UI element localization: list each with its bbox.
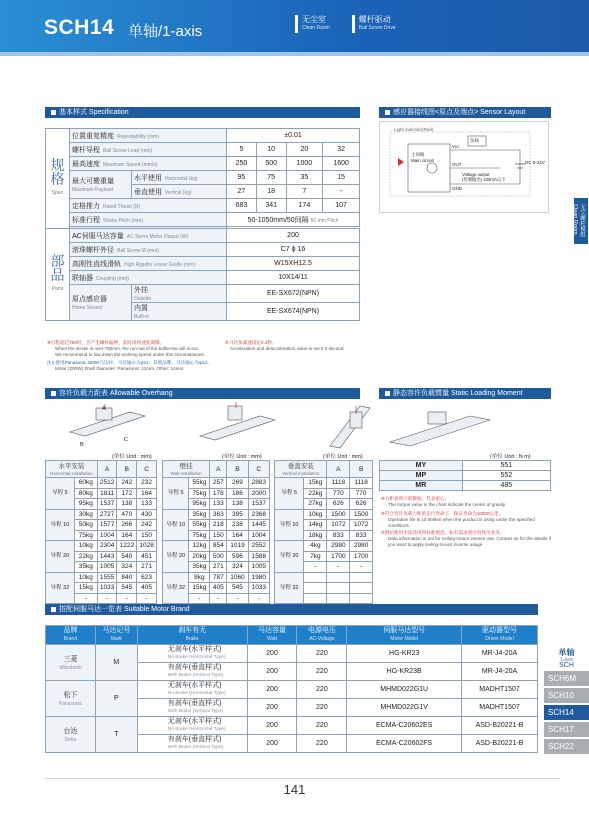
driver-model-cell: MADHT1507 — [462, 699, 538, 717]
load-value: 1004 — [248, 530, 269, 541]
side-nav-item-sch22[interactable]: SCH22 — [544, 739, 589, 754]
motor-model-cell: HG-KR23B — [347, 663, 462, 681]
load-weight: 20kg — [189, 551, 210, 562]
side-nav-item-sch6m[interactable]: SCH6M — [544, 671, 589, 686]
load-value: 324 — [227, 562, 248, 573]
load-value — [350, 572, 373, 583]
brand-cell: 台达 Delta — [46, 717, 96, 753]
motor-col-header: 电源电压 AC-Voltage — [297, 626, 347, 645]
load-value: 2883 — [248, 478, 269, 489]
load-value: 395 — [227, 509, 248, 520]
voltage-cell: 220 — [297, 663, 347, 681]
lead-label: 导程 5 — [46, 478, 75, 510]
load-value: 2368 — [248, 509, 269, 520]
load-value: 770 — [327, 488, 350, 499]
table-row — [275, 509, 373, 520]
load-value: 1118 — [327, 478, 350, 489]
note-accel: ※马达加减速设定0.2秒。 — [225, 340, 277, 345]
unit-label-2: (单位 Unit : mm) — [222, 454, 262, 460]
load-value: 178 — [210, 488, 227, 499]
table-row — [46, 681, 538, 699]
table-row — [46, 717, 538, 735]
load-value: - — [97, 593, 117, 604]
mark-cell: M — [95, 645, 137, 681]
note-accel-en: Acceleration and deacceleration value is set 0.2 second. — [230, 346, 345, 351]
motor-model-cell: ECMA-C20602FS — [347, 735, 462, 753]
table-row — [163, 541, 270, 552]
load-weight: 80kg — [74, 488, 97, 499]
sensor-gnd-label: GND — [452, 186, 462, 191]
load-value: - — [137, 593, 157, 604]
load-value: 133 — [137, 499, 157, 510]
load-value: 854 — [210, 541, 227, 552]
side-nav — [544, 649, 589, 754]
lead-label: 导程 32 — [46, 572, 75, 604]
load-value: 451 — [137, 551, 157, 562]
note-static-1en: The torque value in the chart indicate the center of gravity. — [388, 502, 507, 507]
load-value: 1700 — [350, 551, 373, 562]
load-weight: 75kg — [189, 530, 210, 541]
load-weight: 55kg — [189, 478, 210, 489]
load-weight: 27kg — [304, 499, 327, 510]
load-weight: 10kg — [74, 541, 97, 552]
note-static-3: ※倒吊使用无法适用所标准规范，如有需求请洽询我司业务。 — [381, 530, 505, 535]
brand-cell: 松下 Panasonic — [46, 681, 96, 717]
load-value: 1537 — [248, 499, 269, 510]
motor-table — [45, 625, 538, 753]
load-value: 1700 — [327, 551, 350, 562]
motor-model-cell: HG-KR23 — [347, 645, 462, 663]
spec-table: 规格 Spec 位置重复精度 Repeatability (mm) ±0.01 螺杆导程 Ball Screw Lead (mm) 5 10 20 32 最高速度 Maximum Speed (mm/s) 250 500 1000 1600 最大可搬重量 Maximum Payload 水平使用 Horizontal (kg) 95 75 35 15 垂直使用 Vertical (kg) 27 18 7 - 定格推力 Rated Thrust (N) 683 341 174 107 标准行程 Stroke Pitch (mm) 50-1050mm/50间隔 50 mm Pitch 部品 Parts AC伺服马达容量 AC Servo Motor Output (W) 200 滚珠螺杆外径 Ball Screw Ø (mm) C7 ϕ 16 高刚性直线滑轨 High Rigidity Linear Guide (mm) W15XH12.5 联轴器 Coupling (mm) 10X14/11 原点感应器 Home Sensor 外挂 Outside EE-SX672(NPN) 内置 Built-in EE-SX674(NPN) — [45, 128, 360, 321]
load-value: - — [327, 562, 350, 573]
lead-label: 导程 20 — [163, 541, 189, 573]
diag-b-label: B — [80, 442, 84, 448]
unit-label-3: (单位 Unit : mm) — [323, 454, 363, 460]
mark-cell: T — [95, 717, 137, 753]
load-weight: 7kg — [304, 551, 327, 562]
load-weight: - — [74, 593, 97, 604]
lead-label: 导程 20 — [46, 541, 75, 573]
load-weight: 22kg — [74, 551, 97, 562]
motor-col-header: 品牌 Brand — [46, 626, 96, 645]
load-value: 1072 — [350, 520, 373, 531]
load-value: 150 — [210, 530, 227, 541]
load-value: 150 — [137, 530, 157, 541]
lead-label: 导程 5 — [163, 478, 189, 510]
driver-model-cell: ASD-B20221-B — [462, 735, 538, 753]
lead-label: 导程 10 — [163, 509, 189, 541]
side-series-label: 无尘螺杆模组 Clean Room Series — [574, 198, 588, 244]
load-value: 1500 — [327, 509, 350, 520]
load-value: 540 — [117, 551, 137, 562]
table-row — [46, 478, 157, 489]
load-value: - — [227, 593, 248, 604]
load-weight — [304, 583, 327, 594]
load-value — [350, 583, 373, 594]
load-value: 1537 — [97, 499, 117, 510]
load-weight: 8kg — [189, 572, 210, 583]
load-value — [327, 583, 350, 594]
diag-a-label: A — [102, 406, 106, 412]
side-nav-item-sch17[interactable]: SCH17 — [544, 722, 589, 737]
load-value: 1500 — [350, 509, 373, 520]
table-row — [275, 541, 373, 552]
bottom-rule — [45, 778, 560, 779]
brake-cell: 有刹车(垂直样式) With Brake (Vertical Type) — [137, 735, 247, 753]
load-value: 2727 — [97, 509, 117, 520]
model-title: SCH14 — [44, 16, 115, 39]
load-value: 1555 — [97, 572, 117, 583]
unit-label-static: (单位 Unit : N m) — [490, 454, 531, 460]
note-stroke: ※行程超过750时，会产生螺杆偏摆，此时请将速度调降。 — [47, 340, 165, 345]
mark-cell: P — [95, 681, 137, 717]
load-value: 1588 — [248, 551, 269, 562]
sensor-out-label: OUT — [452, 162, 462, 167]
watt-cell: 200 — [247, 645, 297, 663]
load-value: 787 — [210, 572, 227, 583]
lead-label: 导程 5 — [275, 478, 304, 510]
load-value: 164 — [117, 530, 137, 541]
overhang-table-vertical — [274, 460, 373, 604]
page-number: 141 — [283, 782, 306, 797]
note-motor-shaft-en: Motor (200W) Shaft Diameter: Panasonic: 11mm, Other: 14mm. — [55, 366, 185, 371]
load-value: 1028 — [137, 541, 157, 552]
load-weight: - — [304, 562, 327, 573]
watt-cell: 200 — [247, 699, 297, 717]
tag-clean-room: 无尘室 Clean Room — [295, 15, 330, 33]
load-value: 840 — [117, 572, 137, 583]
model-subtitle: 单轴/1-axis — [128, 23, 203, 40]
load-value: 500 — [210, 551, 227, 562]
overhang-table-horizontal — [45, 460, 157, 604]
load-weight: 15kg — [304, 478, 327, 489]
load-value: - — [248, 593, 269, 604]
load-value: 1811 — [97, 488, 117, 499]
note-static-2: ※符合容许负载力距的走行寿命下，保证寿命为10000公里。 — [381, 511, 504, 516]
load-value: 545 — [227, 583, 248, 594]
section-static: 静态容许负载惯量 Static Loading Moment — [379, 388, 551, 399]
brake-cell: 无刹车(水平样式) No Brake (Horizontal Type) — [137, 681, 247, 699]
watt-cell: 200 — [247, 681, 297, 699]
motor-col-header: 伺服马达型号 Motor Model — [347, 626, 462, 645]
side-nav-title: 单轴 1-axis SCH — [558, 648, 575, 669]
col-a: A — [327, 461, 350, 478]
load-value: 1222 — [117, 541, 137, 552]
brake-cell: 无刹车(水平样式) No Brake (Horizontal Type) — [137, 717, 247, 735]
load-value: 2552 — [248, 541, 269, 552]
load-value: 266 — [117, 520, 137, 531]
load-value: - — [117, 593, 137, 604]
load-weight: 95kg — [189, 499, 210, 510]
sensor-vcc-label: Vcc — [452, 144, 460, 149]
note-motor-shaft: 注1 使用Panasonic 200W马达时，马达轴心为φ11；其他品牌，马达轴心为φ14。 — [47, 360, 212, 365]
load-value — [327, 593, 350, 604]
load-value: 2512 — [97, 478, 117, 489]
load-value: 1005 — [248, 562, 269, 573]
table-row — [275, 572, 373, 583]
voltage-cell: 220 — [297, 681, 347, 699]
load-value: 164 — [227, 530, 248, 541]
load-value: 138 — [227, 499, 248, 510]
load-weight: 18kg — [304, 530, 327, 541]
sensor-voltage-label: Voltage output (控制输出) 100mA以下 — [462, 172, 506, 182]
driver-model-cell: MR-J4-20A — [462, 663, 538, 681]
load-value — [327, 572, 350, 583]
overhang-diagrams — [60, 402, 540, 450]
load-value: 133 — [210, 499, 227, 510]
load-value: 1004 — [97, 530, 117, 541]
sensor-circuit — [380, 122, 550, 214]
load-value: 238 — [227, 520, 248, 531]
overhang-table-wall — [162, 460, 270, 604]
note-stroke-en: When the stroke is over 750mm, the run-out of the ballscrew will occur. We recommend to low down the working speed under this circumstances. — [55, 346, 205, 357]
table-row — [46, 509, 157, 520]
table-row — [46, 645, 538, 663]
load-value: 1577 — [97, 520, 117, 531]
driver-model-cell: ASD-B20221-B — [462, 717, 538, 735]
col-b: B — [117, 461, 137, 478]
brake-cell: 有刹车(垂直样式) With Brake (Vertical Type) — [137, 663, 247, 681]
load-value: 626 — [350, 499, 373, 510]
motor-col-header: 马达容量 Watt — [247, 626, 297, 645]
brand-cell: 三菱 Mitsubishi — [46, 645, 96, 681]
page-header — [0, 0, 589, 52]
note-static-2en: Operation life is 10,000km when the product is using under the specified conditions. — [388, 517, 535, 528]
motor-col-header: 刹车有无 Brake — [137, 626, 247, 645]
load-value: 833 — [350, 530, 373, 541]
side-nav-item-sch10[interactable]: SCH10 — [544, 688, 589, 703]
load-value: 242 — [117, 478, 137, 489]
load-value: 1033 — [97, 583, 117, 594]
note-static-1: ※力距表所示的数据，代表重心。 — [381, 496, 450, 501]
load-value: 626 — [327, 499, 350, 510]
voltage-cell: 220 — [297, 735, 347, 753]
load-weight: 75kg — [189, 488, 210, 499]
load-weight — [304, 593, 327, 604]
section-sensor: 感应器接线图<原点及端点> Sensor Layout — [379, 107, 551, 118]
load-value: 164 — [137, 488, 157, 499]
load-value: 324 — [117, 562, 137, 573]
col-header: 壁挂 Wall installation — [163, 461, 210, 478]
lead-label: 导程 20 — [275, 541, 304, 573]
col-b: B — [350, 461, 373, 478]
load-value: 2304 — [97, 541, 117, 552]
motor-model-cell: ECMA-C20602ES — [347, 717, 462, 735]
driver-model-cell: MR-J4-20A — [462, 645, 538, 663]
load-value: 470 — [117, 509, 137, 520]
load-value: 1019 — [227, 541, 248, 552]
load-weight: 22kg — [304, 488, 327, 499]
lead-label: 导程 32 — [275, 572, 304, 604]
col-c: C — [248, 461, 269, 478]
table-row — [163, 478, 270, 489]
load-value: 232 — [137, 478, 157, 489]
table-row — [163, 572, 270, 583]
load-value: 1072 — [327, 520, 350, 531]
load-weight: 15kg — [74, 583, 97, 594]
voltage-cell: 220 — [297, 699, 347, 717]
load-value: 1443 — [97, 551, 117, 562]
sensor-diagram — [379, 121, 549, 213]
load-value: 430 — [137, 509, 157, 520]
note-static-3en: Data information is not for ceiling-mount inverse use. Contact us for the details if you want to apply ceiling-mount inverse usage. — [388, 536, 551, 547]
load-value: 1980 — [248, 572, 269, 583]
load-value: - — [210, 593, 227, 604]
load-value: 186 — [227, 488, 248, 499]
load-value: 138 — [117, 499, 137, 510]
load-weight: 4kg — [304, 541, 327, 552]
load-weight: 12kg — [189, 541, 210, 552]
load-value: 2000 — [248, 488, 269, 499]
lead-label: 导程 10 — [275, 509, 304, 541]
load-value: 242 — [137, 520, 157, 531]
static-table: MY 551 MP 552 MR 485 — [379, 460, 551, 491]
unit-label-1: (单位 Unit : mm) — [112, 454, 152, 460]
load-weight — [304, 572, 327, 583]
parts-group: 部品 Parts — [46, 229, 70, 321]
load-weight: 75kg — [74, 530, 97, 541]
header-strip — [0, 52, 589, 56]
sensor-main-label: 主回路 Main circuit — [411, 152, 434, 163]
sensor-dc-label: DC 5-24V — [525, 160, 545, 165]
side-nav-item-sch14[interactable]: SCH14 — [544, 705, 589, 720]
load-value: 1445 — [248, 520, 269, 531]
load-value: 269 — [227, 478, 248, 489]
col-header: 垂直安装 Vertical installation — [275, 461, 327, 478]
col-c: C — [137, 461, 157, 478]
load-weight: 50kg — [74, 520, 97, 531]
load-weight: - — [189, 593, 210, 604]
diag-c-label: C — [124, 437, 128, 443]
table-row — [275, 478, 373, 489]
load-value: 623 — [137, 572, 157, 583]
load-value: 363 — [210, 509, 227, 520]
brake-cell: 有刹车(垂直样式) With Brake (Vertical Type) — [137, 699, 247, 717]
load-value: 218 — [210, 520, 227, 531]
voltage-cell: 220 — [297, 717, 347, 735]
watt-cell: 200 — [247, 735, 297, 753]
lead-label: 导程 32 — [163, 572, 189, 604]
load-value: 405 — [137, 583, 157, 594]
load-value: 271 — [210, 562, 227, 573]
load-weight: 10kg — [74, 572, 97, 583]
sensor-load-label: 负载 — [470, 138, 479, 143]
load-value: 172 — [117, 488, 137, 499]
load-value: 833 — [327, 530, 350, 541]
table-row — [46, 572, 157, 583]
load-weight: 15kg — [189, 583, 210, 594]
load-weight: 35kg — [189, 509, 210, 520]
load-value: 1033 — [248, 583, 269, 594]
load-value: 2980 — [327, 541, 350, 552]
motor-model-cell: MHMD022G1V — [347, 699, 462, 717]
voltage-cell: 220 — [297, 645, 347, 663]
load-weight: 30kg — [74, 509, 97, 520]
load-value: 257 — [210, 478, 227, 489]
load-weight: 35kg — [189, 562, 210, 573]
motor-col-header: 马达记号 Mark — [95, 626, 137, 645]
load-weight: 35kg — [74, 562, 97, 573]
sensor-light-label: Light indicator(Red) — [394, 127, 434, 132]
load-value: 271 — [137, 562, 157, 573]
brake-cell: 无刹车(水平样式) No Brake (Horizontal Type) — [137, 645, 247, 663]
load-weight: 14kg — [304, 520, 327, 531]
spec-group: 规格 Spec — [46, 129, 70, 229]
motor-model-cell: MHMD022G1U — [347, 681, 462, 699]
section-motor: 搭配伺服马达一览表 Suitable Motor Brand — [45, 604, 538, 615]
motor-col-header: 驱动器型号 Driver Model — [462, 626, 538, 645]
load-value: 1060 — [227, 572, 248, 583]
col-b: B — [227, 461, 248, 478]
col-a: A — [97, 461, 117, 478]
load-value: 545 — [117, 583, 137, 594]
load-weight: 60kg — [74, 478, 97, 489]
driver-model-cell: MADHT1507 — [462, 681, 538, 699]
load-value: 1118 — [350, 478, 373, 489]
load-value — [350, 593, 373, 604]
table-row — [163, 509, 270, 520]
table-row — [46, 541, 157, 552]
load-weight: 10kg — [304, 509, 327, 520]
load-weight: 95kg — [74, 499, 97, 510]
col-a: A — [210, 461, 227, 478]
lead-label: 导程 10 — [46, 509, 75, 541]
section-spec: 基本样式 Specification — [45, 107, 360, 118]
load-value: 405 — [210, 583, 227, 594]
col-header: 水平安装 Horizontal installation — [46, 461, 98, 478]
section-overhang: 容许负载力距表 Allowable Overhang — [45, 388, 360, 399]
tag-ball-screw: 螺杆驱动 Ball Screw Drive — [352, 15, 396, 33]
load-weight: 55kg — [189, 520, 210, 531]
load-value: 2980 — [350, 541, 373, 552]
watt-cell: 200 — [247, 663, 297, 681]
load-value: 1005 — [97, 562, 117, 573]
load-value: 770 — [350, 488, 373, 499]
load-value: - — [350, 562, 373, 573]
load-value: 596 — [227, 551, 248, 562]
watt-cell: 200 — [247, 717, 297, 735]
